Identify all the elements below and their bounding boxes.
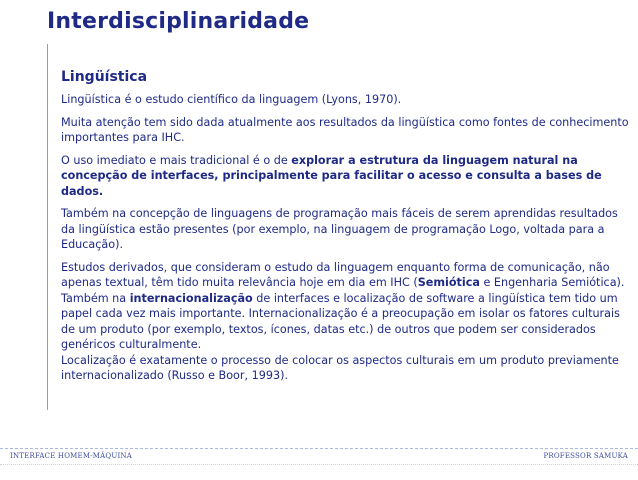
paragraph-natural-language — [61, 153, 633, 200]
footer-divider — [0, 448, 638, 449]
footer-bar — [0, 464, 638, 480]
paragraph-internationalization — [61, 291, 633, 353]
semiotics-emphasis: Semiótica — [417, 276, 480, 289]
paragraph-internationalization-text: Também na — [61, 291, 130, 305]
left-vertical-rule — [47, 44, 48, 410]
footer-professor-name: PROFESSOR SAMUKA — [543, 452, 628, 460]
paragraph-semiotics-tail: e Engenharia Semiótica). — [479, 276, 625, 289]
slide-body — [61, 92, 633, 391]
paragraph-attention: Muita atenção tem sido dada atualmente aos resultados da lingüística como fontes de conhecimento importantes para IHC. — [61, 115, 629, 144]
paragraph-definition: Lingüística é o estudo científico da linguagem (Lyons, 1970). — [61, 93, 402, 106]
paragraph-internationalization-tail: de interfaces e localização de software a lingüística tem tido um papel cada vez mais importante. Internacionalização é a preocupação em isolar os fatores culturais de um produto (por exemplo, textos, ícones, datas etc.) de outros que podem ser considerados genéricos culturalmente. — [61, 291, 620, 351]
section-subtitle: Lingüística — [61, 69, 148, 85]
paragraph-natural-language-text: O uso imediato e mais tradicional é o de — [61, 153, 292, 167]
slide-title: Interdisciplinaridade — [47, 9, 310, 34]
footer-course-name: INTERFACE HOMEM-MÁQUINA — [10, 452, 132, 460]
paragraph-natural-language-emphasis: explorar a estrutura da linguagem natural na concepção de interfaces, principalmente para facilitar o acesso e consulta a bases de dados. — [61, 153, 602, 198]
paragraph-semiotics — [61, 260, 633, 291]
paragraph-localization: Localização é exatamente o processo de colocar os aspectos culturais em um produto previamente internacionalizado (Russo e Boor, 1993). — [61, 353, 619, 382]
internationalization-emphasis: internacionalização — [129, 291, 253, 305]
paragraph-semiotics-text: Estudos derivados, que consideram o estudo da linguagem enquanto forma de comunicação, não apenas textual, têm tido muita relevância hoje em dia em IHC ( — [61, 260, 610, 289]
paragraph-programming-languages: Também na concepção de linguagens de programação mais fáceis de serem aprendidas resultados da lingüística estão presentes (por exemplo, na linguagem de programação Logo, voltada para a Educação). — [61, 207, 618, 251]
